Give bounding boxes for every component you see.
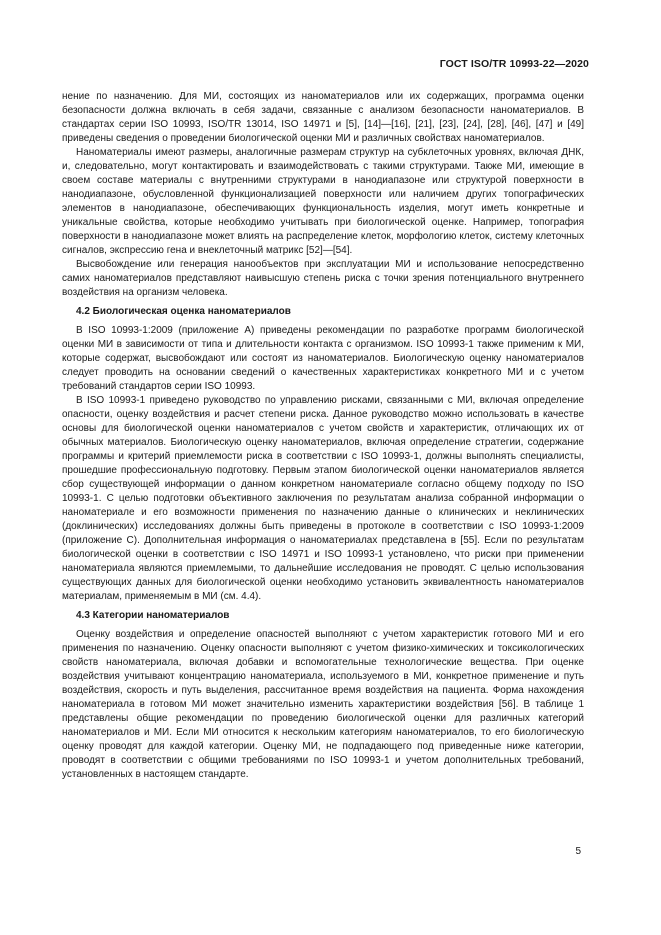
page-number: 5 [575, 846, 581, 857]
paragraph: нение по назначению. Для МИ, состоящих из наноматериалов или их содержащих, программа оценки безопасности должна включать в себя задачи, связанные с анализом безопасности наноматериалов. В стандартах серии ISO 10993, ISO/TR 13014, ISO 14971 и [5], [14]—[16], [21], [23], [24], [28], [46], [47] и [49] приведены сведения о проведении биологической оценки МИ и различных свойствах наноматериалов. [62, 91, 584, 144]
paragraph: Оценку воздействия и определение опасностей выполняют с учетом характеристик готового МИ и его применения по назначению. Оценку опасности выполняют с учетом физико-химических и токсикологических свойств наноматериала, включая добавки и вспомогательные технологические вещества. При оценке воздействия учитывают концентрацию наноматериала, используемого в МИ, конкретное применение и путь воздействия, скорость и путь выделения, рассчитанное время воздействия на пациента. Форма нахождения наноматериала в готовом МИ может значительно изменить характеристики воздействия [56]. В таблице 1 представлены общие рекомендации по проведению биологической оценки для различных категорий наноматериалов и МИ. Если МИ относится к нескольким категориям наноматериалов, то его биологическую оценку проводят для каждой категории. Оценку МИ, не подпадающего под приведенные ниже категории, проводят в соответствии с общими требованиями по ISO 10993-1 и учетом дополнительных требований, установленных в настоящем стандарте. [62, 629, 584, 780]
paragraph: В ISO 10993-1:2009 (приложение А) приведены рекомендации по разработке программ биологической оценки МИ в зависимости от типа и длительности контакта с организмом. ISO 10993-1 также применим к МИ, которые содержат, высвобождают или состоят из наноматериалов. Биологическую оценку наноматериалов следует проводить на основании сведений о качественных характеристиках конкретного МИ и с учетом требований стандартов серии ISO 10993. [62, 325, 584, 392]
section-heading-4-2: 4.2 Биологическая оценка наноматериалов [76, 306, 291, 317]
paragraph: В ISO 10993-1 приведено руководство по управлению рисками, связанными с МИ, включая определение опасности, оценку воздействия и расчет степени риска. Данное руководство можно использовать в качестве основы для биологической оценки наноматериалов с учетом свойств и характеристик, отличающих их от обычных материалов. Биологическую оценку наноматериалов, включая определение стратегии, содержание программы и критерий приемлемости риска в соответствии с ISO 10993-1, должны выполнять специалисты, прошедшие профессиональную подготовку. Первым этапом биологической оценки наноматериалов является сбор существующей информации о данном конкретном наноматериале согласно общему подходу по ISO 10993-1. С целью подготовки объективного заключения по результатам анализа собранной информации о наноматериале и его возможности применения по назначению данные о клинических и неклинических (доклинических) исследованиях должны быть приведены в протоколе в соответствии с ISO 10993-1:2009 (приложение С). Дополнительная информация о наноматериалах представлена в [55]. Если по результатам биологической оценки в соответствии с ISO 14971 и ISO 10993-1 установлено, что риски при применении наноматериала являются приемлемыми, то дальнейшие исследования не проводят. С целью использования существующих данных для биологической оценки необходимо установить эквивалентность наноматериалов материалам, применяемым в МИ (см. 4.4). [62, 395, 584, 602]
section-heading-4-3: 4.3 Категории наноматериалов [76, 610, 230, 621]
paragraph: Высвобождение или генерация нанообъектов при эксплуатации МИ и использование непосредственно самих наноматериалов представляют наивысшую степень риска с точки зрения потенциального внутреннего воздействия на организм человека. [62, 259, 584, 298]
document-body [62, 90, 584, 782]
document-id-header: ГОСТ ISO/TR 10993-22—2020 [439, 58, 589, 70]
paragraph: Наноматериалы имеют размеры, аналогичные размерам структур на субклеточных уровнях, включая ДНК, и, следовательно, могут контактировать и взаимодействовать с такими структурами. Также МИ, имеющие в своем составе материалы с внутренними структурами в нанодиапазоне или структурой поверхности в нанодиапазоне, обусловленной функционализацией поверхности или наличием других топографических элементов в нанодиапазоне, обеспечивающих функциональность изделия, могут иметь конкретные и уникальные свойства, которые необходимо учитывать при биологической оценке. Например, топография поверхности в нанодиапазоне может влиять на распределение клеток, морфологию клеток, систему клеточных сигналов, экспрессию гена и внеклеточный матрикс [52]—[54]. [62, 147, 584, 256]
